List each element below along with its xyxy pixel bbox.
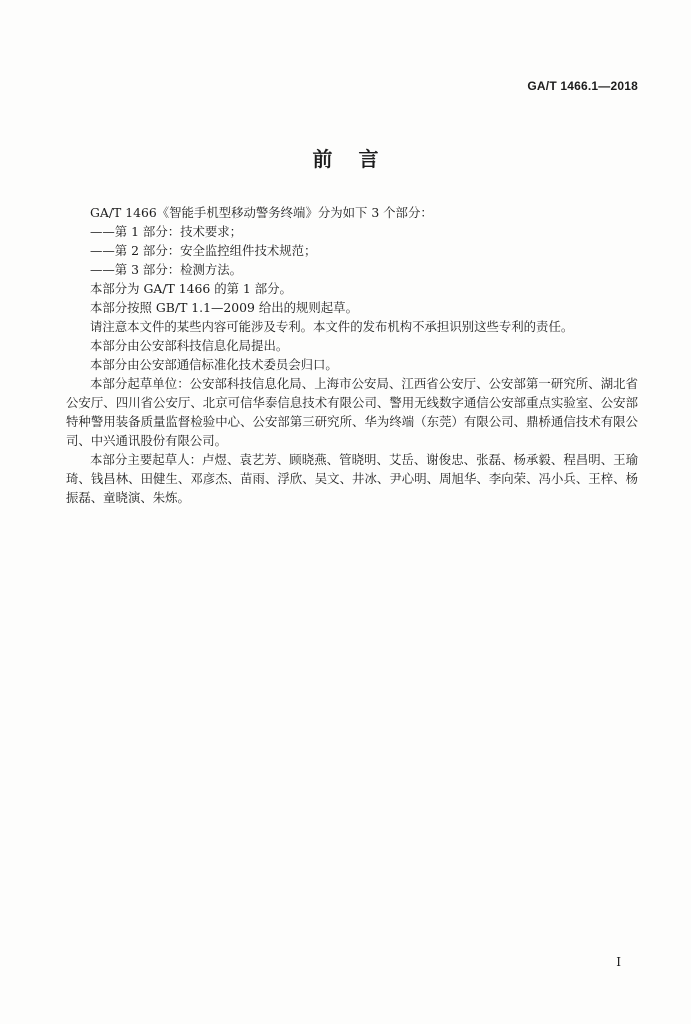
- list-item-part-2: ——第 2 部分：安全监控组件技术规范；: [90, 243, 317, 258]
- paragraph-proposer: 本部分由公安部科技信息化局提出。: [90, 338, 289, 353]
- list-item-part-1: ——第 1 部分：技术要求；: [90, 224, 243, 239]
- list-item-part-3: ——第 3 部分：检测方法。: [90, 262, 243, 277]
- paragraph-intro: GA/T 1466《智能手机型移动警务终端》分为如下 3 个部分：: [90, 205, 433, 220]
- paragraph-part-statement: 本部分为 GA/T 1466 的第 1 部分。: [90, 281, 292, 296]
- paragraph-drafting-units: 本部分起草单位：公安部科技信息化局、上海市公安局、江西省公安厅、公安部第一研究所、湖北省公安厅、四川省公安厅、北京可信华泰信息技术有限公司、警用无线数字通信公安部重点实验室、公安部特种警用装备质量监督检验中心、公安部第三研究所、华为终端（东莞）有限公司、鼎桥通信技术有限公司、中兴通讯股份有限公司。: [66, 376, 638, 448]
- paragraph-patent-notice: 请注意本文件的某些内容可能涉及专利。本文件的发布机构不承担识别这些专利的责任。: [90, 319, 574, 334]
- paragraph-drafters: 本部分主要起草人：卢煜、袁艺芳、顾晓燕、管晓明、艾岳、谢俊忠、张磊、杨承毅、程昌明、王瑜琦、钱昌林、田健生、邓彦杰、苗雨、浮欣、吴文、井冰、尹心明、周旭华、李向荣、冯小兵、王梓、杨振磊、童晓演、朱炼。: [66, 452, 638, 505]
- foreword-body: [66, 203, 638, 507]
- page-title: 前言: [312, 147, 405, 171]
- standard-code: GA/T 1466.1—2018: [527, 79, 638, 93]
- paragraph-drafting-rules: 本部分按照 GB/T 1.1—2009 给出的规则起草。: [90, 300, 358, 315]
- paragraph-committee: 本部分由公安部通信标准化技术委员会归口。: [90, 357, 338, 372]
- page-number: I: [616, 955, 621, 969]
